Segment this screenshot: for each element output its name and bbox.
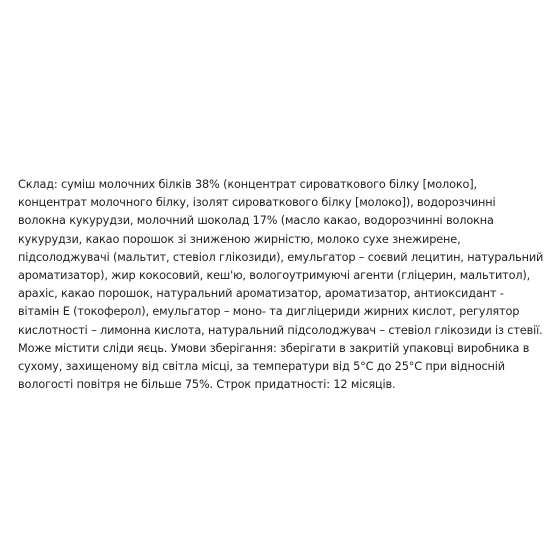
text-line: Може містити сліди яєць. Умови зберігання: зберігати в закритій упаковці виробника в: [18, 341, 530, 355]
text-line: концентрат молочного білку, ізолят сироваткового білку [молоко]), водорозчинні: [18, 196, 496, 210]
ingredients-text-block: [18, 176, 544, 394]
text-line: ароматизатор), жир кокосовий, кеш'ю, вологоутримуючі агенти (гліцерин, мальтитол),: [18, 269, 531, 283]
text-line: підсолоджувачі (мальтит, стевіол глікозиди), емульгатор – соєвий лецитин, натуральний: [18, 250, 544, 264]
text-line: вітамін Е (токоферол), емульгатор – моно- та дигліцериди жирних кислот, регулятор: [18, 305, 520, 319]
text-line: Склад: суміш молочних білків 38% (концентрат сироваткового білку [молоко],: [18, 178, 478, 191]
text-line: кукурудзи, какао порошок зі зниженою жирністю, молоко сухе знежирене,: [18, 232, 461, 246]
text-line: сухому, захищеному від світла місці, за температури від 5°С до 25°С при відносній: [18, 360, 505, 374]
text-line: кислотності – лимонна кислота, натуральний підсолоджувач – стевіол глікозиди із стевії.: [18, 323, 543, 337]
text-line: арахіс, какао порошок, натуральний ароматизатор, ароматизатор, антиоксидант -: [18, 287, 504, 301]
text-line: волокна кукурудзи, молочний шоколад 17% (масло какао, водорозчинні волокна: [18, 214, 494, 228]
text-line: вологості повітря не більше 75%. Строк придатності: 12 місяців.: [18, 378, 396, 392]
